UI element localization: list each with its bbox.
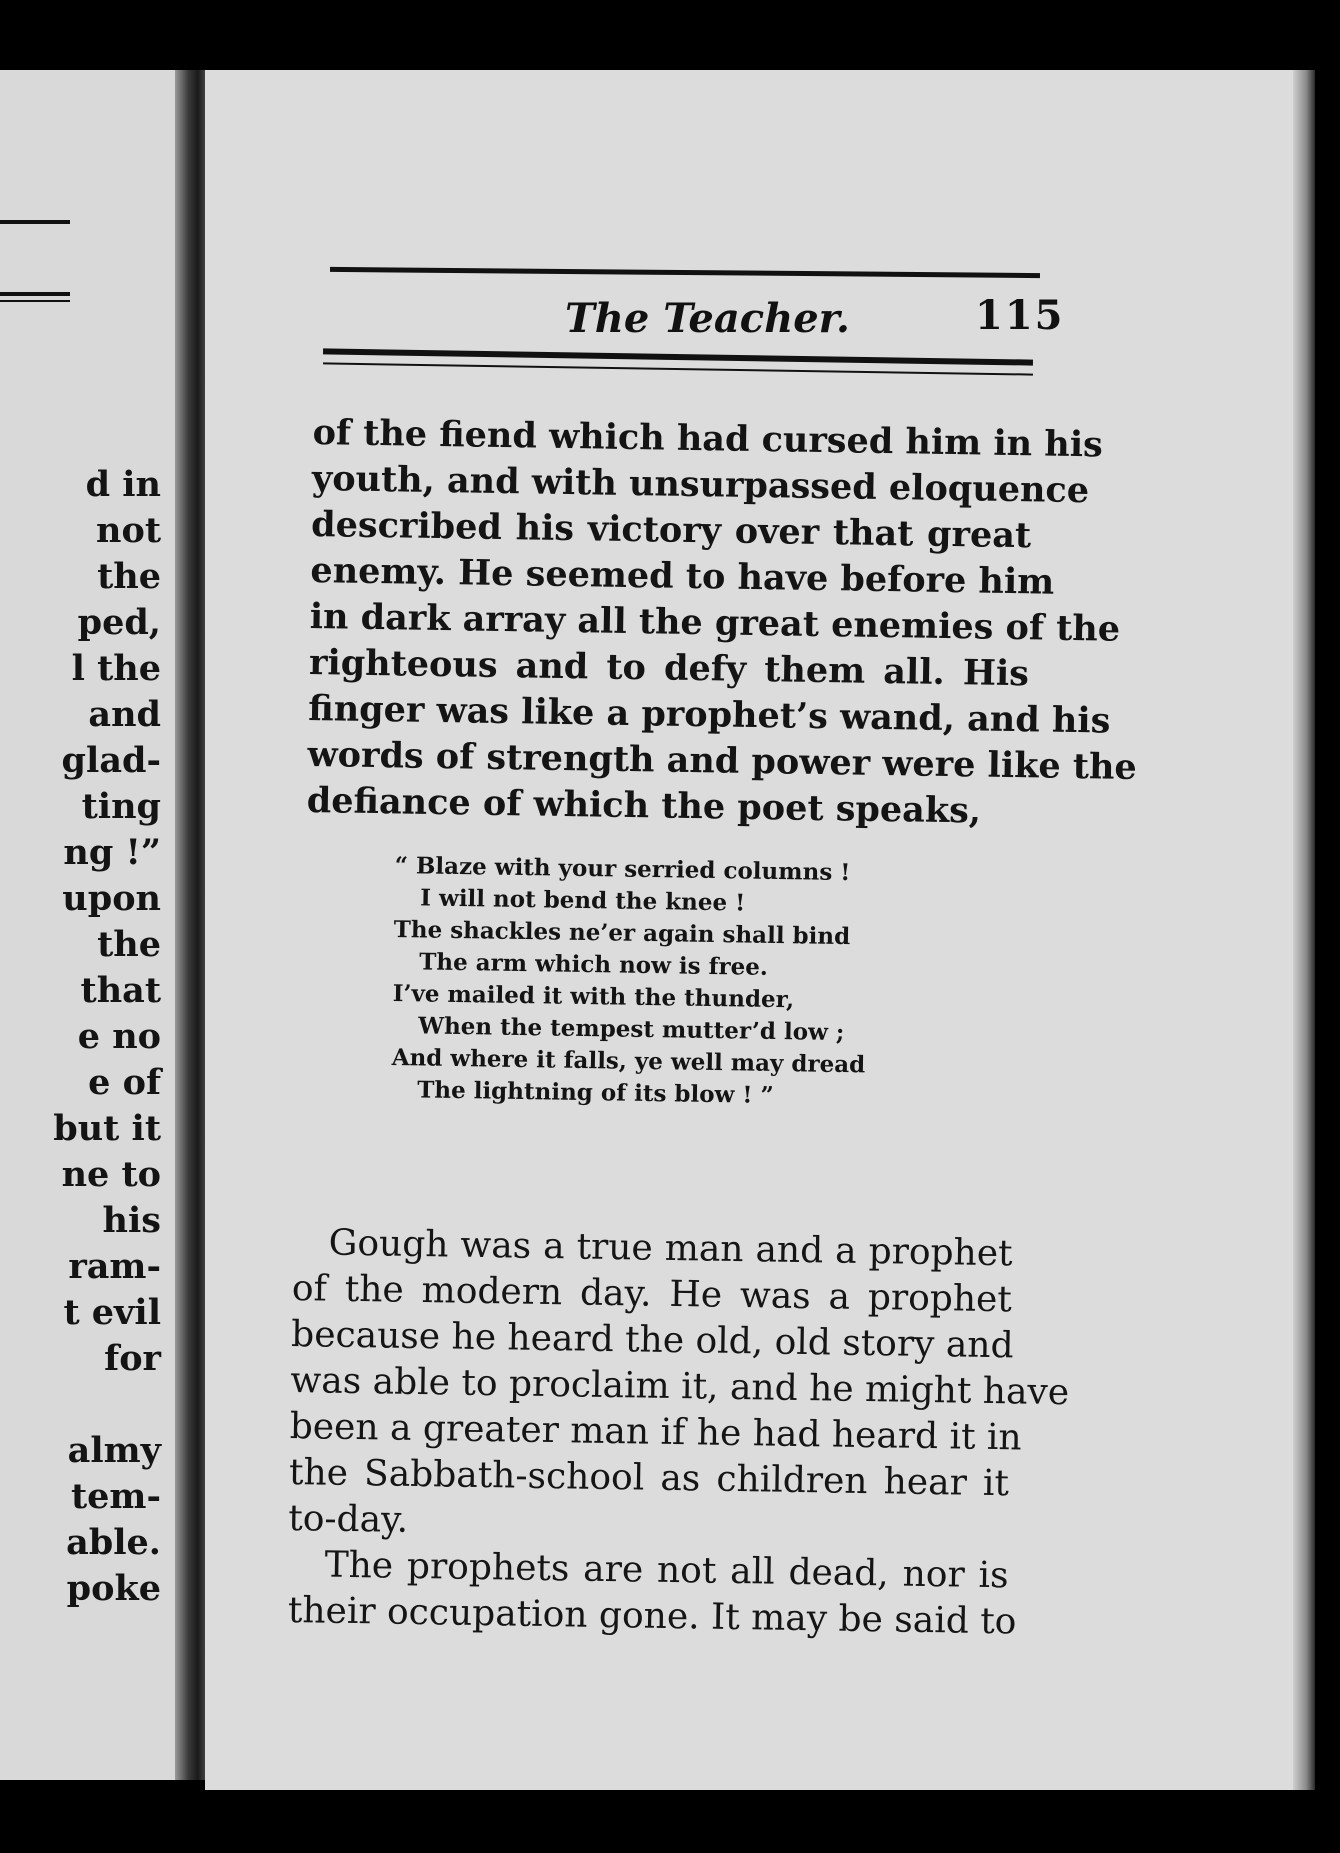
fragment-line: the bbox=[97, 556, 161, 597]
fragment-line: l the bbox=[71, 648, 161, 689]
text-line: enemy. He seemed to have before him bbox=[310, 549, 1055, 603]
paragraph-gough bbox=[287, 1220, 1070, 1553]
fragment-line: ram- bbox=[68, 1246, 161, 1287]
fragment-line: ting bbox=[81, 786, 161, 827]
header-rule-thin bbox=[323, 362, 1033, 375]
fragment-line: that bbox=[80, 970, 161, 1011]
text-line: words of strength and power were like the bbox=[307, 733, 1138, 788]
fragment-line: able. bbox=[66, 1522, 161, 1563]
poem-quotation bbox=[391, 850, 915, 1114]
fragment-line: but it bbox=[53, 1108, 161, 1149]
left-page-rule bbox=[0, 220, 70, 224]
running-head: The Teacher. bbox=[565, 295, 850, 342]
fragment-line: for bbox=[104, 1338, 161, 1379]
paragraph-prophets bbox=[287, 1542, 1017, 1645]
page-edge-shadow bbox=[1293, 70, 1315, 1790]
text-line: The prophets are not all dead, nor is bbox=[324, 1544, 1009, 1597]
fragment-line: ped, bbox=[77, 602, 161, 643]
fragment-line: upon bbox=[62, 878, 161, 919]
poem-line: And where it falls, ye well may dread bbox=[391, 1043, 866, 1079]
poem-line: The arm which now is free. bbox=[419, 948, 769, 981]
text-line: defiance of which the poet speaks, bbox=[306, 779, 982, 832]
page-number: 115 bbox=[975, 292, 1065, 339]
text-line: been a greater man if he had heard it in bbox=[289, 1405, 1022, 1459]
text-line: in dark array all the great enemies of the bbox=[309, 595, 1121, 650]
left-page-rule bbox=[0, 300, 70, 302]
paragraph-continued bbox=[306, 410, 1138, 835]
text-line: of the modern day. He was a prophet bbox=[291, 1267, 1013, 1321]
text-line: of the fiend which had cursed him in his bbox=[312, 411, 1104, 466]
previous-page bbox=[0, 70, 175, 1780]
header-rule-bottom bbox=[323, 348, 1033, 365]
fragment-line: t evil bbox=[63, 1292, 161, 1333]
fragment-line: e of bbox=[88, 1062, 161, 1103]
fragment-line: and bbox=[88, 694, 161, 735]
book-page bbox=[205, 70, 1315, 1790]
fragment-line: d in bbox=[85, 464, 161, 505]
poem-line: The shackles ne’er again shall bind bbox=[393, 915, 851, 951]
text-line: the Sabbath-school as children hear it bbox=[288, 1451, 1010, 1505]
fragment-line: glad- bbox=[61, 740, 161, 781]
text-line: their occupation gone. It may be said to bbox=[287, 1589, 1017, 1643]
poem-line: I will not bend the knee ! bbox=[420, 884, 746, 917]
text-line: was able to proclaim it, and he might have bbox=[290, 1359, 1070, 1414]
left-page-text-fragments bbox=[53, 462, 161, 1612]
text-line: because he heard the old, old story and bbox=[290, 1313, 1014, 1367]
text-line: described his victory over that great bbox=[310, 503, 1032, 557]
poem-line: When the tempest mutter’d low ; bbox=[418, 1012, 845, 1047]
fragment-line: the bbox=[97, 924, 161, 965]
text-line: to-day. bbox=[287, 1497, 409, 1541]
left-page-rule bbox=[0, 292, 70, 296]
fragment-line: not bbox=[96, 510, 161, 551]
header-rule-top bbox=[330, 267, 1040, 278]
fragment-line: his bbox=[102, 1200, 161, 1241]
fragment-line bbox=[53, 1382, 161, 1428]
text-line: righteous and to defy them all. His bbox=[308, 641, 1030, 695]
text-line: finger was like a prophet’s wand, and his bbox=[307, 687, 1111, 742]
poem-line: “ Blaze with your serried columns ! bbox=[394, 851, 851, 887]
fragment-line: ne to bbox=[61, 1154, 161, 1195]
poem-line: The lightning of its blow ! ” bbox=[417, 1076, 774, 1109]
fragment-line: ng !” bbox=[63, 832, 161, 873]
text-line: youth, and with unsurpassed eloquence bbox=[311, 457, 1090, 512]
fragment-line: e no bbox=[77, 1016, 161, 1057]
fragment-line: tem- bbox=[71, 1476, 161, 1517]
poem-line: I’ve mailed it with the thunder, bbox=[392, 979, 795, 1014]
text-line: Gough was a true man and a prophet bbox=[328, 1222, 1013, 1275]
fragment-line: almy bbox=[67, 1430, 161, 1471]
fragment-line: poke bbox=[66, 1568, 161, 1609]
